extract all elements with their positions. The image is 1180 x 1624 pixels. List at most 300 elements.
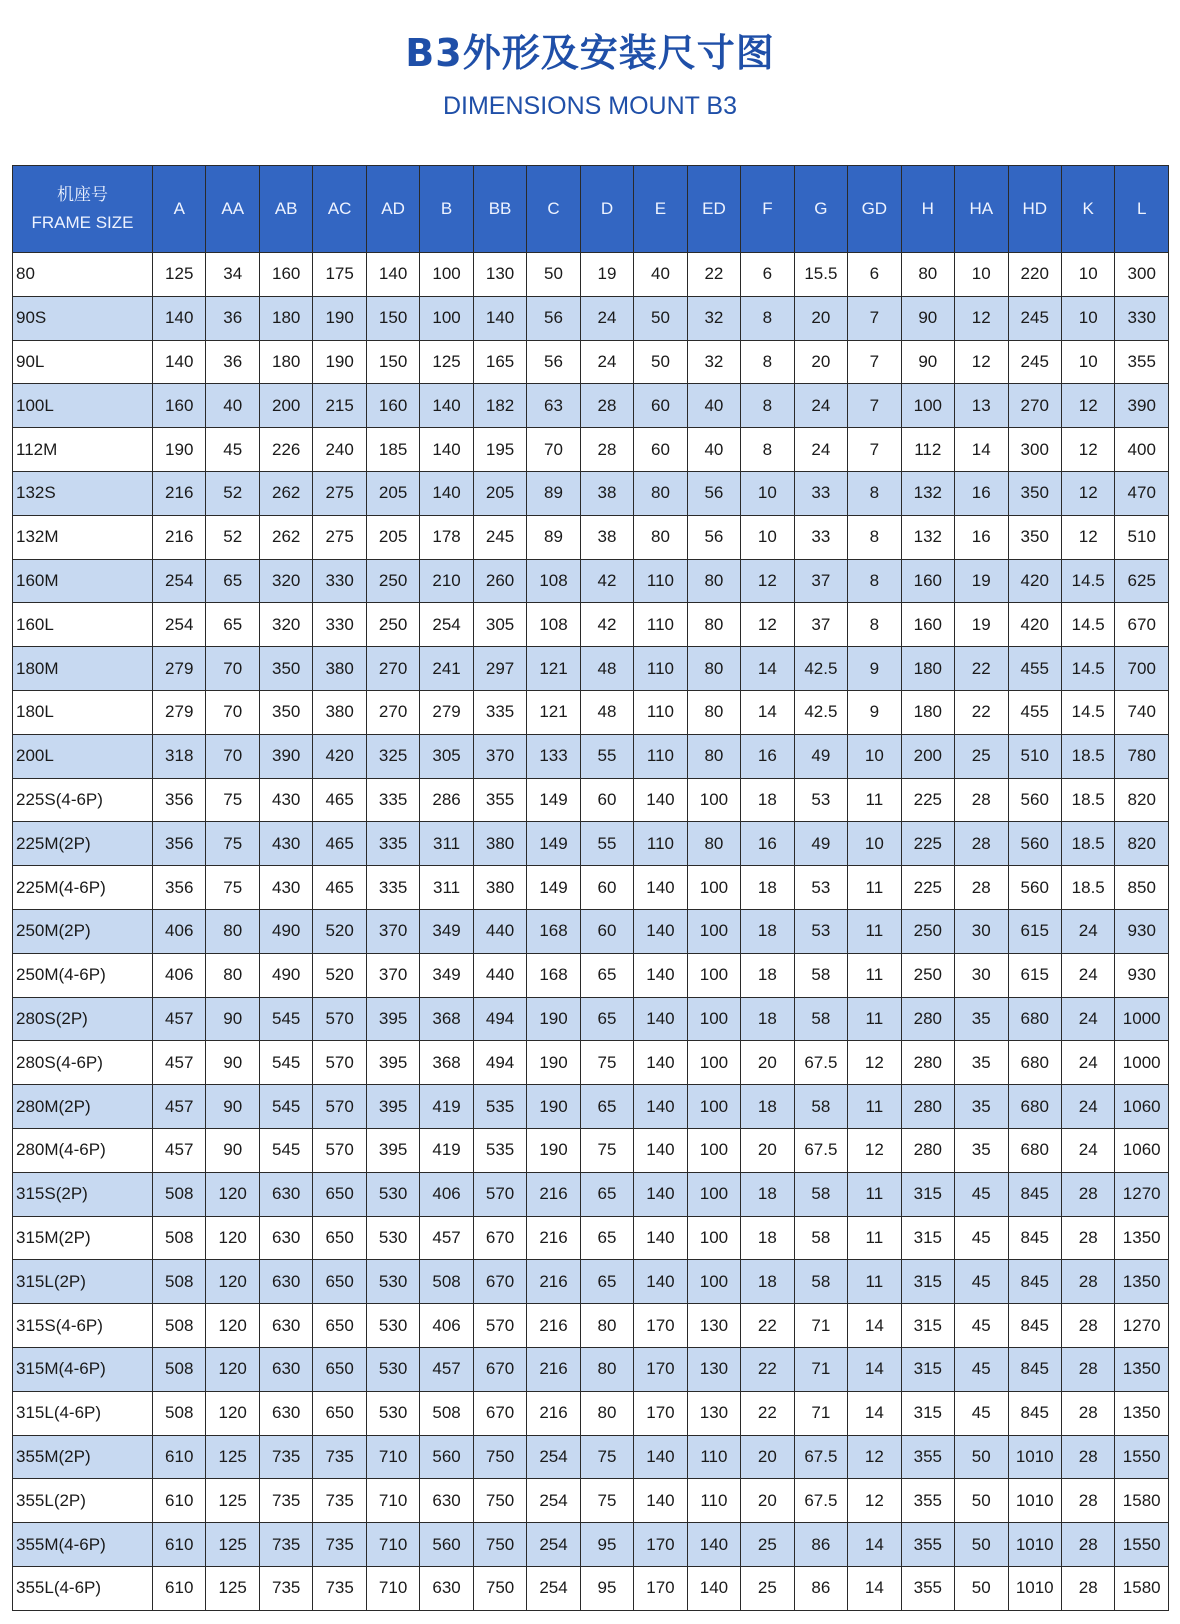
- table-cell: 60: [580, 909, 633, 953]
- table-cell: 216: [153, 515, 206, 559]
- table-cell: 10: [741, 515, 794, 559]
- table-cell: 56: [687, 471, 740, 515]
- table-cell: 50: [955, 1566, 1008, 1610]
- frame-size-cell: 355M(4-6P): [13, 1523, 153, 1567]
- table-cell: 67.5: [794, 1041, 847, 1085]
- table-cell: 700: [1115, 647, 1169, 691]
- table-cell: 530: [366, 1172, 419, 1216]
- table-cell: 140: [634, 997, 687, 1041]
- table-cell: 35: [955, 997, 1008, 1041]
- frame-size-cell: 180M: [13, 647, 153, 691]
- table-cell: 18.5: [1061, 866, 1114, 910]
- table-cell: 349: [420, 909, 473, 953]
- table-cell: 205: [366, 515, 419, 559]
- table-cell: 110: [687, 1435, 740, 1479]
- table-cell: 100: [687, 1172, 740, 1216]
- table-cell: 53: [794, 866, 847, 910]
- table-cell: 140: [687, 1523, 740, 1567]
- table-cell: 508: [153, 1172, 206, 1216]
- table-cell: 508: [153, 1260, 206, 1304]
- table-cell: 125: [153, 253, 206, 297]
- table-cell: 140: [634, 1435, 687, 1479]
- table-cell: 28: [1061, 1172, 1114, 1216]
- column-header-g: G: [794, 166, 847, 253]
- table-cell: 120: [206, 1304, 259, 1348]
- table-cell: 100: [687, 909, 740, 953]
- table-row: [13, 690, 1169, 734]
- table-cell: 845: [1008, 1304, 1061, 1348]
- table-cell: 190: [527, 1085, 580, 1129]
- table-cell: 70: [527, 428, 580, 472]
- table-cell: 1000: [1115, 997, 1169, 1041]
- frame-size-cell: 80: [13, 253, 153, 297]
- table-cell: 52: [206, 471, 259, 515]
- table-cell: 90: [901, 340, 954, 384]
- table-cell: 545: [259, 1085, 312, 1129]
- table-cell: 170: [634, 1566, 687, 1610]
- table-cell: 28: [1061, 1435, 1114, 1479]
- table-cell: 520: [313, 953, 366, 997]
- table-cell: 670: [473, 1260, 526, 1304]
- table-cell: 60: [580, 866, 633, 910]
- table-cell: 205: [366, 471, 419, 515]
- table-cell: 680: [1008, 1128, 1061, 1172]
- table-cell: 58: [794, 1260, 847, 1304]
- frame-size-cell: 250M(2P): [13, 909, 153, 953]
- table-cell: 12: [1061, 384, 1114, 428]
- frame-size-cell: 315L(2P): [13, 1260, 153, 1304]
- table-row: [13, 1216, 1169, 1260]
- table-cell: 58: [794, 1085, 847, 1129]
- table-cell: 28: [1061, 1391, 1114, 1435]
- table-cell: 330: [313, 603, 366, 647]
- table-cell: 630: [259, 1347, 312, 1391]
- table-cell: 24: [1061, 909, 1114, 953]
- table-cell: 45: [955, 1391, 1008, 1435]
- frame-size-cell: 112M: [13, 428, 153, 472]
- table-cell: 286: [420, 778, 473, 822]
- column-header-ac: AC: [313, 166, 366, 253]
- table-cell: 35: [955, 1128, 1008, 1172]
- table-cell: 465: [313, 778, 366, 822]
- table-cell: 42: [580, 603, 633, 647]
- table-cell: 570: [313, 997, 366, 1041]
- table-cell: 70: [206, 734, 259, 778]
- table-cell: 38: [580, 515, 633, 559]
- table-cell: 55: [580, 822, 633, 866]
- table-row: [13, 384, 1169, 428]
- table-cell: 80: [580, 1347, 633, 1391]
- table-cell: 14: [848, 1523, 901, 1567]
- column-header-ha: HA: [955, 166, 1008, 253]
- table-cell: 650: [313, 1347, 366, 1391]
- table-cell: 14.5: [1061, 559, 1114, 603]
- table-cell: 80: [687, 822, 740, 866]
- table-cell: 40: [206, 384, 259, 428]
- table-cell: 89: [527, 471, 580, 515]
- table-cell: 24: [1061, 997, 1114, 1041]
- table-cell: 42.5: [794, 647, 847, 691]
- table-cell: 24: [1061, 1085, 1114, 1129]
- table-row: [13, 1435, 1169, 1479]
- table-cell: 25: [741, 1566, 794, 1610]
- table-cell: 225: [901, 866, 954, 910]
- table-cell: 65: [580, 953, 633, 997]
- table-cell: 368: [420, 1041, 473, 1085]
- table-cell: 845: [1008, 1391, 1061, 1435]
- table-cell: 494: [473, 1041, 526, 1085]
- table-cell: 250: [901, 953, 954, 997]
- table-cell: 65: [580, 1085, 633, 1129]
- table-cell: 38: [580, 471, 633, 515]
- table-cell: 86: [794, 1566, 847, 1610]
- table-cell: 18.5: [1061, 822, 1114, 866]
- table-cell: 275: [313, 515, 366, 559]
- table-cell: 1350: [1115, 1216, 1169, 1260]
- table-row: [13, 559, 1169, 603]
- table-cell: 457: [420, 1347, 473, 1391]
- table-cell: 28: [1061, 1479, 1114, 1523]
- table-cell: 350: [1008, 515, 1061, 559]
- table-cell: 165: [473, 340, 526, 384]
- table-cell: 190: [527, 1128, 580, 1172]
- table-cell: 330: [313, 559, 366, 603]
- table-cell: 20: [741, 1435, 794, 1479]
- table-cell: 18: [741, 953, 794, 997]
- table-row: [13, 515, 1169, 559]
- table-cell: 18: [741, 1172, 794, 1216]
- table-cell: 14: [741, 690, 794, 734]
- table-cell: 50: [634, 296, 687, 340]
- table-cell: 60: [580, 778, 633, 822]
- table-cell: 24: [1061, 1041, 1114, 1085]
- table-cell: 8: [741, 296, 794, 340]
- table-cell: 100: [687, 778, 740, 822]
- table-cell: 370: [366, 953, 419, 997]
- table-cell: 355: [1115, 340, 1169, 384]
- table-cell: 24: [794, 428, 847, 472]
- table-cell: 71: [794, 1304, 847, 1348]
- table-cell: 160: [901, 603, 954, 647]
- table-cell: 140: [634, 909, 687, 953]
- table-cell: 610: [153, 1566, 206, 1610]
- table-cell: 28: [955, 778, 1008, 822]
- table-cell: 49: [794, 822, 847, 866]
- table-cell: 121: [527, 647, 580, 691]
- table-cell: 45: [955, 1304, 1008, 1348]
- table-cell: 80: [687, 647, 740, 691]
- table-cell: 216: [527, 1260, 580, 1304]
- table-cell: 355: [901, 1523, 954, 1567]
- table-cell: 58: [794, 997, 847, 1041]
- table-cell: 14.5: [1061, 603, 1114, 647]
- table-cell: 10: [1061, 296, 1114, 340]
- table-cell: 406: [153, 909, 206, 953]
- table-cell: 140: [634, 1172, 687, 1216]
- table-cell: 262: [259, 515, 312, 559]
- table-cell: 508: [153, 1391, 206, 1435]
- table-cell: 108: [527, 603, 580, 647]
- frame-size-cell: 315M(4-6P): [13, 1347, 153, 1391]
- table-cell: 140: [634, 1128, 687, 1172]
- table-cell: 254: [527, 1479, 580, 1523]
- table-row: [13, 1260, 1169, 1304]
- frame-size-cell: 250M(4-6P): [13, 953, 153, 997]
- table-cell: 149: [527, 778, 580, 822]
- table-cell: 28: [1061, 1523, 1114, 1567]
- table-cell: 225: [901, 778, 954, 822]
- table-cell: 820: [1115, 822, 1169, 866]
- table-cell: 200: [901, 734, 954, 778]
- table-row: [13, 822, 1169, 866]
- column-header-hd: HD: [1008, 166, 1061, 253]
- table-cell: 440: [473, 909, 526, 953]
- table-cell: 570: [313, 1085, 366, 1129]
- column-header-ab: AB: [259, 166, 312, 253]
- table-cell: 120: [206, 1347, 259, 1391]
- table-row: [13, 340, 1169, 384]
- frame-size-cell: 355M(2P): [13, 1435, 153, 1479]
- table-cell: 89: [527, 515, 580, 559]
- table-cell: 50: [955, 1523, 1008, 1567]
- table-cell: 149: [527, 866, 580, 910]
- table-cell: 510: [1008, 734, 1061, 778]
- table-cell: 100: [687, 1260, 740, 1304]
- table-row: [13, 1172, 1169, 1216]
- table-cell: 650: [313, 1391, 366, 1435]
- table-cell: 140: [634, 866, 687, 910]
- table-cell: 70: [206, 647, 259, 691]
- table-cell: 680: [1008, 997, 1061, 1041]
- table-cell: 11: [848, 997, 901, 1041]
- table-cell: 22: [687, 253, 740, 297]
- table-cell: 125: [420, 340, 473, 384]
- table-cell: 75: [580, 1041, 633, 1085]
- page-subtitle: DIMENSIONS MOUNT B3: [442, 92, 738, 120]
- table-cell: 170: [634, 1523, 687, 1567]
- table-row: [13, 1479, 1169, 1523]
- table-cell: 6: [848, 253, 901, 297]
- table-cell: 735: [259, 1479, 312, 1523]
- table-cell: 535: [473, 1085, 526, 1129]
- table-cell: 710: [366, 1566, 419, 1610]
- table-cell: 279: [153, 647, 206, 691]
- table-cell: 10: [848, 822, 901, 866]
- table-cell: 35: [955, 1085, 1008, 1129]
- table-cell: 90: [206, 997, 259, 1041]
- table-cell: 65: [580, 1260, 633, 1304]
- table-cell: 170: [634, 1304, 687, 1348]
- table-cell: 20: [794, 340, 847, 384]
- table-cell: 420: [1008, 603, 1061, 647]
- table-cell: 8: [848, 515, 901, 559]
- table-cell: 630: [259, 1260, 312, 1304]
- table-cell: 12: [848, 1128, 901, 1172]
- table-cell: 315: [901, 1304, 954, 1348]
- table-cell: 18: [741, 1260, 794, 1304]
- table-cell: 305: [420, 734, 473, 778]
- table-cell: 245: [1008, 296, 1061, 340]
- table-cell: 170: [634, 1391, 687, 1435]
- table-cell: 11: [848, 953, 901, 997]
- table-row: [13, 471, 1169, 515]
- table-cell: 140: [634, 778, 687, 822]
- table-cell: 160: [366, 384, 419, 428]
- table-cell: 510: [1115, 515, 1169, 559]
- column-header-f: F: [741, 166, 794, 253]
- frame-size-cell: 225S(4-6P): [13, 778, 153, 822]
- table-cell: 8: [741, 384, 794, 428]
- table-cell: 75: [580, 1479, 633, 1523]
- table-cell: 440: [473, 953, 526, 997]
- table-cell: 56: [527, 296, 580, 340]
- table-cell: 395: [366, 1041, 419, 1085]
- table-cell: 356: [153, 866, 206, 910]
- table-cell: 168: [527, 953, 580, 997]
- table-cell: 710: [366, 1435, 419, 1479]
- table-cell: 120: [206, 1216, 259, 1260]
- table-cell: 280: [901, 997, 954, 1041]
- table-cell: 630: [259, 1172, 312, 1216]
- table-cell: 10: [1061, 253, 1114, 297]
- table-cell: 24: [1061, 1128, 1114, 1172]
- table-cell: 330: [1115, 296, 1169, 340]
- table-cell: 55: [580, 734, 633, 778]
- table-cell: 350: [259, 647, 312, 691]
- table-cell: 270: [366, 690, 419, 734]
- table-cell: 11: [848, 1172, 901, 1216]
- table-cell: 260: [473, 559, 526, 603]
- table-cell: 50: [955, 1479, 1008, 1523]
- table-cell: 100: [687, 1216, 740, 1260]
- table-cell: 33: [794, 471, 847, 515]
- table-cell: 457: [153, 1128, 206, 1172]
- table-cell: 650: [313, 1172, 366, 1216]
- frame-size-header-en: FRAME SIZE: [31, 213, 134, 232]
- table-cell: 20: [741, 1479, 794, 1523]
- table-row: [13, 1128, 1169, 1172]
- table-cell: 300: [1008, 428, 1061, 472]
- table-cell: 100: [687, 866, 740, 910]
- table-cell: 508: [153, 1216, 206, 1260]
- table-cell: 60: [634, 384, 687, 428]
- table-cell: 930: [1115, 953, 1169, 997]
- column-header-b: B: [420, 166, 473, 253]
- table-cell: 560: [420, 1523, 473, 1567]
- table-cell: 28: [1061, 1260, 1114, 1304]
- table-cell: 8: [848, 603, 901, 647]
- table-cell: 395: [366, 997, 419, 1041]
- table-cell: 110: [634, 734, 687, 778]
- table-cell: 12: [955, 340, 1008, 384]
- table-cell: 28: [1061, 1566, 1114, 1610]
- frame-size-cell: 225M(4-6P): [13, 866, 153, 910]
- table-cell: 25: [741, 1523, 794, 1567]
- table-cell: 67.5: [794, 1479, 847, 1523]
- table-cell: 1010: [1008, 1479, 1061, 1523]
- table-cell: 130: [687, 1304, 740, 1348]
- table-cell: 320: [259, 603, 312, 647]
- table-cell: 100: [687, 1128, 740, 1172]
- frame-size-cell: 280S(4-6P): [13, 1041, 153, 1085]
- column-header-e: E: [634, 166, 687, 253]
- table-cell: 60: [634, 428, 687, 472]
- table-cell: 11: [848, 1260, 901, 1304]
- column-header-aa: AA: [206, 166, 259, 253]
- table-cell: 750: [473, 1435, 526, 1479]
- table-cell: 45: [955, 1347, 1008, 1391]
- table-cell: 30: [955, 909, 1008, 953]
- table-cell: 210: [420, 559, 473, 603]
- table-cell: 110: [634, 647, 687, 691]
- table-cell: 80: [687, 559, 740, 603]
- table-cell: 355: [901, 1566, 954, 1610]
- frame-size-cell: 315S(4-6P): [13, 1304, 153, 1348]
- table-cell: 280: [901, 1128, 954, 1172]
- table-cell: 311: [420, 822, 473, 866]
- table-cell: 180: [901, 690, 954, 734]
- table-cell: 24: [794, 384, 847, 428]
- table-cell: 40: [687, 428, 740, 472]
- table-cell: 930: [1115, 909, 1169, 953]
- table-cell: 28: [1061, 1304, 1114, 1348]
- table-cell: 18: [741, 866, 794, 910]
- table-cell: 7: [848, 428, 901, 472]
- table-cell: 19: [955, 603, 1008, 647]
- table-cell: 175: [313, 253, 366, 297]
- table-cell: 465: [313, 822, 366, 866]
- table-cell: 182: [473, 384, 526, 428]
- table-cell: 140: [634, 1260, 687, 1304]
- table-cell: 80: [687, 734, 740, 778]
- table-cell: 420: [1008, 559, 1061, 603]
- table-cell: 30: [955, 953, 1008, 997]
- table-cell: 220: [1008, 253, 1061, 297]
- table-row: [13, 647, 1169, 691]
- table-cell: 33: [794, 515, 847, 559]
- table-cell: 132: [901, 471, 954, 515]
- table-cell: 315: [901, 1347, 954, 1391]
- table-cell: 406: [153, 953, 206, 997]
- table-cell: 14: [848, 1304, 901, 1348]
- table-cell: 168: [527, 909, 580, 953]
- table-cell: 80: [634, 471, 687, 515]
- table-cell: 140: [420, 471, 473, 515]
- table-cell: 75: [206, 866, 259, 910]
- table-cell: 67.5: [794, 1435, 847, 1479]
- table-cell: 710: [366, 1523, 419, 1567]
- table-cell: 630: [259, 1391, 312, 1435]
- table-cell: 18.5: [1061, 734, 1114, 778]
- table-cell: 65: [206, 559, 259, 603]
- table-cell: 368: [420, 997, 473, 1041]
- table-cell: 300: [1115, 253, 1169, 297]
- table-cell: 245: [1008, 340, 1061, 384]
- table-cell: 80: [687, 603, 740, 647]
- table-cell: 90: [206, 1041, 259, 1085]
- table-cell: 24: [580, 296, 633, 340]
- table-cell: 318: [153, 734, 206, 778]
- table-cell: 56: [687, 515, 740, 559]
- table-cell: 370: [366, 909, 419, 953]
- table-cell: 18: [741, 909, 794, 953]
- dimensions-table: [12, 165, 1169, 1611]
- table-cell: 14.5: [1061, 690, 1114, 734]
- table-cell: 110: [634, 559, 687, 603]
- table-cell: 335: [366, 822, 419, 866]
- table-cell: 254: [527, 1523, 580, 1567]
- table-cell: 7: [848, 340, 901, 384]
